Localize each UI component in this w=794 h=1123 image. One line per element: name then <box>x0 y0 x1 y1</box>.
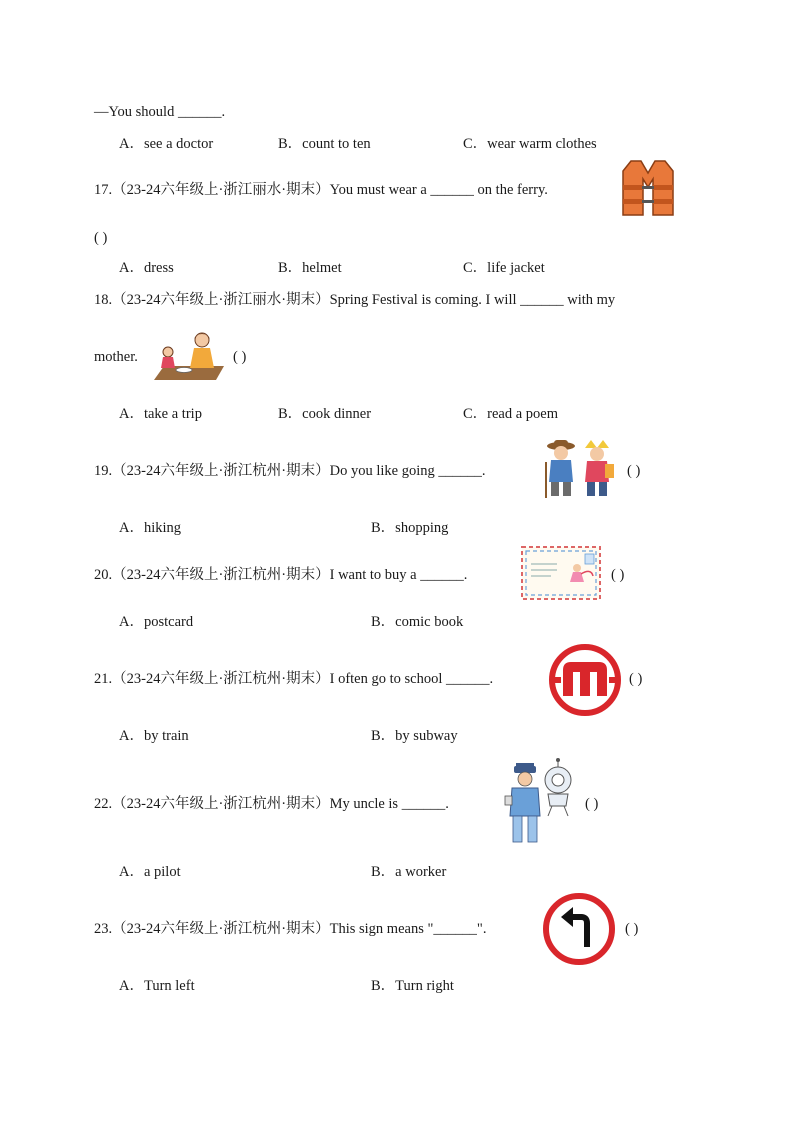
q18-stem-continued: mother. <box>94 349 138 365</box>
q18-option-b[interactable]: B．cook dinner <box>278 406 372 422</box>
cooking-mother-icon <box>150 330 228 382</box>
q20-option-a[interactable]: A．postcard <box>119 614 194 630</box>
q23-option-a[interactable]: A．Turn left <box>119 978 195 994</box>
subway-logo-icon <box>549 644 621 716</box>
q21-option-b[interactable]: B．by subway <box>371 728 458 744</box>
q21-option-a[interactable]: A．by train <box>119 728 189 744</box>
q19-answer-paren[interactable]: ( ) <box>627 463 641 479</box>
postcard-icon <box>521 546 601 600</box>
no-left-turn-sign-icon <box>543 893 615 965</box>
q17-answer-paren[interactable]: ( ) <box>94 230 108 246</box>
pilot-robot-icon <box>500 758 578 846</box>
q19-stem: 19.（23-24六年级上·浙江杭州·期末）Do you like going ______. <box>94 463 486 479</box>
q16-option-c[interactable]: C．wear warm clothes <box>463 136 597 152</box>
q18-answer-paren[interactable]: ( ) <box>233 349 247 365</box>
q19-option-b[interactable]: B．shopping <box>371 520 449 536</box>
q17-option-c[interactable]: C．life jacket <box>463 260 545 276</box>
q22-answer-paren[interactable]: ( ) <box>585 796 599 812</box>
q17-stem: 17.（23-24六年级上·浙江丽水·期末）You must wear a ______ on the ferry. <box>94 182 548 198</box>
q16-option-a[interactable]: A．see a doctor <box>119 136 214 152</box>
hiking-kids-icon <box>541 438 619 500</box>
q19-option-a[interactable]: A．hiking <box>119 520 182 536</box>
q18-option-c[interactable]: C．read a poem <box>463 406 559 422</box>
q16-option-b[interactable]: B．count to ten <box>278 136 371 152</box>
q21-answer-paren[interactable]: ( ) <box>629 671 643 687</box>
life-jacket-icon <box>617 157 679 219</box>
q23-option-b[interactable]: B．Turn right <box>371 978 454 994</box>
q20-answer-paren[interactable]: ( ) <box>611 567 625 583</box>
q23-answer-paren[interactable]: ( ) <box>625 921 639 937</box>
q17-option-b[interactable]: B．helmet <box>278 260 342 276</box>
q23-stem: 23.（23-24六年级上·浙江杭州·期末）This sign means "______". <box>94 921 487 937</box>
q18-stem: 18.（23-24六年级上·浙江丽水·期末）Spring Festival is coming. I will ______ with my <box>94 292 616 308</box>
q20-option-b[interactable]: B．comic book <box>371 614 464 630</box>
q16-prompt: —You should ______. <box>94 104 226 120</box>
q22-stem: 22.（23-24六年级上·浙江杭州·期末）My uncle is ______. <box>94 796 449 812</box>
q22-option-b[interactable]: B．a worker <box>371 864 447 880</box>
q18-option-a[interactable]: A．take a trip <box>119 406 202 422</box>
q22-option-a[interactable]: A．a pilot <box>119 864 181 880</box>
q17-option-a[interactable]: A．dress <box>119 260 174 276</box>
q20-stem: 20.（23-24六年级上·浙江杭州·期末）I want to buy a ______. <box>94 567 468 583</box>
q21-stem: 21.（23-24六年级上·浙江杭州·期末）I often go to school ______. <box>94 671 494 687</box>
